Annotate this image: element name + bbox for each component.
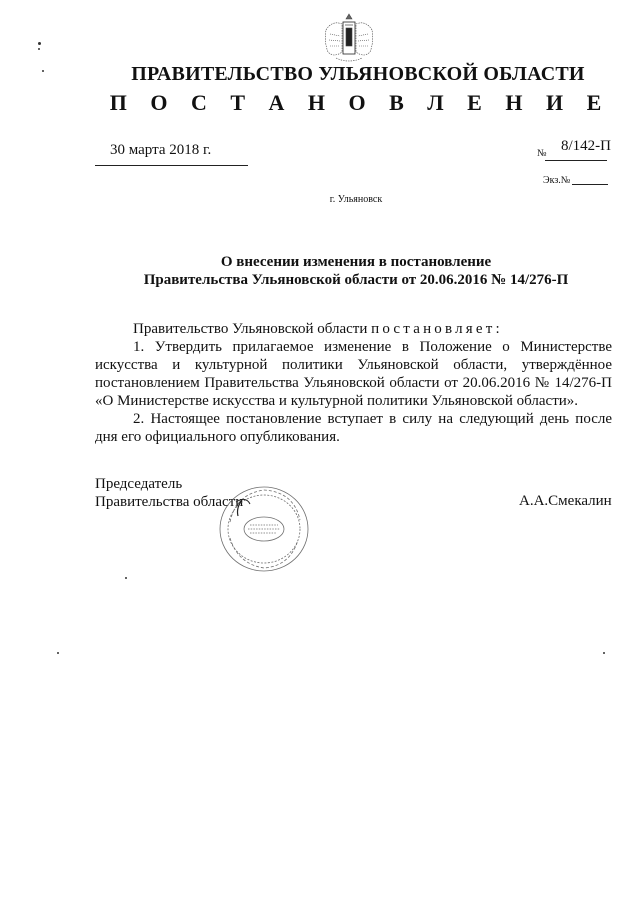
document-date: 30 марта 2018 г. (110, 142, 212, 158)
date-underline (95, 165, 248, 166)
copy-number-label: Экз.№ (543, 175, 571, 186)
signatory-title-line-2: Правительства области (95, 494, 244, 510)
scan-speck (603, 652, 605, 654)
scan-speck (38, 42, 41, 45)
intro-subject: Правительство Ульяновской области (133, 321, 368, 337)
item-2-paragraph: 2. Настоящее постановление вступает в силу на следующий день после дня его официального опубликования. (95, 411, 612, 445)
signatory-title-line-1: Председатель (95, 476, 183, 492)
scan-speck (38, 48, 40, 50)
intro-paragraph (95, 320, 612, 338)
number-prefix: № (537, 148, 547, 159)
document-number: 8/142-П (561, 138, 611, 154)
scan-speck (57, 652, 59, 654)
scan-speck (125, 577, 127, 579)
subject-line-2: Правительства Ульяновской области от 20.06.2016 № 14/276-П (143, 272, 569, 288)
signatory-name: А.А.Смекалин (519, 493, 612, 509)
item-1-paragraph: 1. Утвердить прилагаемое изменение в Положение о Министерстве искусства и культурной политики Ульяновской области, утверждённое постановлением Правительства Ульяновской области от 20.06.2016 № 14/276-П «О Министерстве искусства и культурной политики Ульяновской области». (95, 339, 612, 409)
city-label: г. Ульяновск (329, 194, 383, 205)
coat-of-arms-emblem (322, 12, 376, 64)
copy-number-underline (572, 184, 608, 185)
document-subject (36, 253, 640, 289)
government-title: ПРАВИТЕЛЬСТВО УЛЬЯНОВСКОЙ ОБЛАСТИ (131, 63, 585, 85)
subject-line-1: О внесении изменения в постановление (220, 254, 492, 270)
document-type-heading: П О С Т А Н О В Л Е Н И Е (109, 90, 611, 115)
scan-speck (42, 70, 44, 72)
intro-verb: постановляет: (371, 321, 503, 337)
seal-stamp (216, 482, 312, 576)
document-body (95, 320, 612, 446)
number-underline (545, 160, 607, 161)
